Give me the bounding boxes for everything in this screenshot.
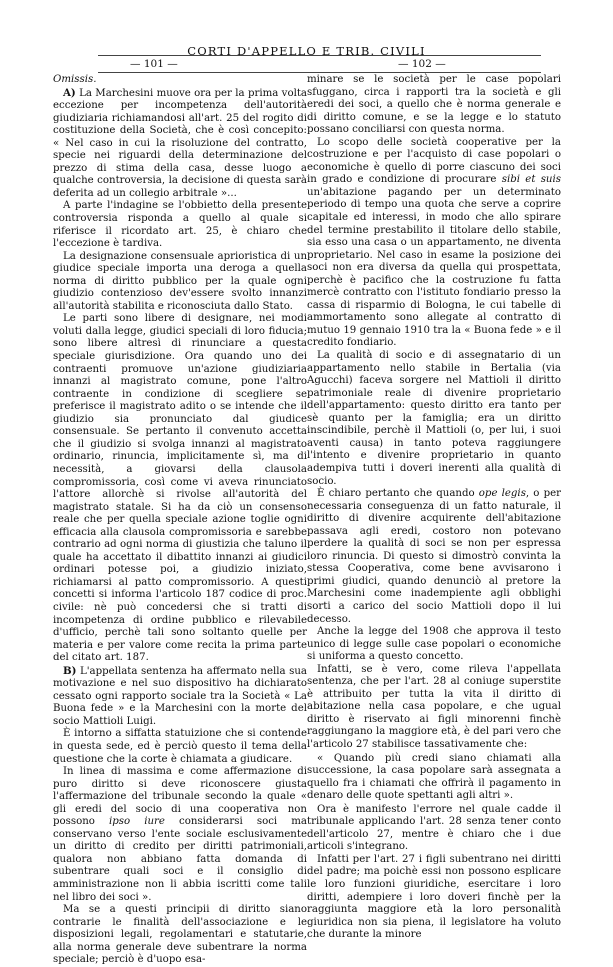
paragraph: Infatti per l'art. 27 i figli subentrano nei diritti del padre; ma poichè essi non possono esplicare le loro funzioni giuridiche, esercitare i loro diritti, adempiere i loro doveri finchè per la raggiunta maggiore età la loro personalità giuridica non sia piena, il legislatore ha voluto che durante la minore — [307, 853, 561, 941]
section-label-a: A) — [63, 86, 76, 99]
header-rule-bottom — [98, 72, 541, 73]
paragraph: È chiaro pertanto che quando ope legis, o per necessaria conseguenza di un fatto naturale, il diritto di divenire acquirente dell'abitazione passava agli eredi, costoro non potevano perdere la qualità di soci se non per espressa loro rinuncia. Di questo si dimostrò convinta la stessa Cooperativa, come bene avvisarono i primi giudici, quando denunciò al pretore la Marchesini come inadempiente agli obblighi sorti a carico del socio Mattioli dopo il lui decesso. — [307, 488, 561, 625]
page-number-right: — 102 — — [398, 58, 446, 70]
paragraph: Ora è manifesto l'errore nel quale cadde il tribunale applicando l'art. 28 senza tener conto dell'articolo 27, mentre è chiaro che i due articoli s'integrano. — [307, 803, 561, 853]
left-column — [53, 74, 307, 967]
paragraph: La qualità di socio e di assegnatario di un appartamento nello stabile in Bertalia (via Agucchi) faceva sorgere nel Mattioli il diritto patrimoniale reale di divenire proprietario dell'appartamento: questo diritto era tanto per sè quanto per la famiglia; era un diritto inscindibile, perchè il Mattioli (o, per lui, i suoi aventi causa) in tanto poteva raggiungere l'intento e divenire proprietario in quanto adempiva tutti i doveri inerenti alla qualità di socio. — [307, 350, 561, 487]
paragraph: La designazione consensuale aprioristica di un giudice speciale importa una deroga a quella norma di diritto pubblico per la quale ogni giudizio contenzioso dev'essere svolto innanzi all'autorità stabilita e riconosciuta dallo Stato. — [53, 250, 307, 312]
paragraph: A) La Marchesini muove ora per la prima volta eccezione per incompetenza dell'autorità giudiziaria richiamandosi all'art. 25 del rogito di costituzione della Società, che è così concepito: « Nel caso in cui la risoluzione del contratto, specie nei riguardi della determinazione del prezzo di stima della casa, desse luogo a qualche controversia, la decisione di questa sarà deferita ad un collegio arbitrale »... — [53, 86, 307, 199]
page-number-left: — 101 — — [130, 58, 178, 70]
page-header — [0, 0, 613, 72]
quoted-article: « Quando più credi siano chiamati alla successione, la casa popolare sarà assegnata a quello fra i chiamati che offrirà il pagamento in denaro delle quote spettanti agli altri ». — [307, 752, 561, 802]
paragraph: Lo scopo delle società cooperative per la costruzione e per l'acquisto di case popolari o economiche è quello di porre ciascuno dei soci in grado e condizione di procurare sibi et suis un'abitazione pagando per un determinato periodo di tempo una quota che serve a coprire capitale ed interessi, in modo che allo spirare del termine prestabilito il titolare dello stabile, sia esso una casa o un appartamento, ne diventa proprietario. Nel caso in esame la posizione dei soci non era diversa da quella qui prospettata, perchè è pacifico che la costruzione fu fatta mercè contratto con l'istituto fondiario presso la cassa di risparmio di Bologna, le cui tabelle di ammortamento sono allegate al contratto di mutuo 19 gennaio 1910 tra la « Buona fede » e il credito fondiario. — [307, 136, 561, 349]
paragraph: A parte l'indagine se l'obbietto della presente controversia risponda a quello al quale si riferisce il ricordato art. 25, è chiaro che l'eccezione è tardiva. — [53, 200, 307, 250]
paragraph: minare se le società per le case popolari sfuggano, circa i rapporti tra la società e gli eredi dei soci, a quello che è norma generale e di diritto comune, e se la legge e lo statuto possano conciliarsi con questa norma. — [307, 74, 561, 136]
paragraph: B) L'appellata sentenza ha affermato nella sua motivazione e nel suo dispositivo ha dichiarato cessato ogni rapporto sociale tra la Società « La Buona fede » e la Marchesini con la morte del socio Mattioli Luigi. — [53, 664, 307, 727]
section-label-b: B) — [63, 664, 77, 677]
omissis-label: Omissis. — [53, 74, 97, 85]
paragraph: Ma se a questi principii di diritto siano contrarie le finalità dell'associazione e le disposizioni legali, regolamentari e statutarie, alla norma generale deve subentrare la norma speciale; perciò è d'uopo esa- — [53, 904, 307, 966]
paragraph: Infatti, se è vero, come rileva l'appellata sentenza, che per l'art. 28 al coniuge superstite è attribuito per tutta la vita il diritto di abitazione nella casa popolare, e che ugual diritto è riservato ai figli minorenni finchè raggiungano la maggiore età, è del pari vero che l'articolo 27 stabilisce tassativamente che: — [307, 663, 561, 750]
paragraph: Le parti sono libere di designare, nei modi voluti dalla legge, giudici speciali di loro fiducia; sono libere altresì di rinunciare a questa speciale giurisdizione. Ora quando uno dei contraenti promuove un'azione giudiziaria innanzi al magistrato comune, pone l'altro contraente in condizione di scegliere se preferisce il magistrato adito o se intende che il giudizio sia pronunciato dal giudice consensuale. Se pertanto il convenuto accetta che il giudizio si svolga innanzi al magistrato ordinario, rinuncia, implicitamente sì, ma di necessità, a giovarsi della clausola compromissoria, così come vi aveva rinunciato l'attore allorchè si rivolse all'autorità del magistrato statale. Si ha da ciò un consenso reale che per quella speciale azione toglie ogni efficacia alla clausola compromissoria e sarebbe contrario ad ogni norma di giustizia che taluno il quale ha accettato il dibattito innanzi ai giudici ordinari potesse poi, a giudizio iniziato, richiamarsi al patto compromissorio. A questi concetti si informa l'articolo 187 codice di proc. civile: nè può concedersi che si tratti di incompetenza di ordine pubblico e rilevabile d'ufficio, perchè tali sono soltanto quelle per materia e per valore come recita la prima parte del citato art. 187. — [53, 313, 307, 664]
right-column — [307, 74, 561, 942]
header-rule-top — [98, 55, 541, 56]
paragraph: In linea di massima e come affermazione di puro diritto si deve riconoscere giusta l'affermazione del tribunale secondo la quale « gli eredi del socio di una cooperativa non possono ipso iure considerarsi soci ma conservano verso l'ente sociale esclusivamente un diritto di credito per diritti patrimoniali, qualora non abbiano fatta domanda di subentrare quali soci e il consiglio di amministrazione non li abbia iscritti come tali nel libro dei soci ». — [53, 766, 307, 903]
paragraph: Anche la legge del 1908 che approva il testo unico di legge sulle case popolari o economiche si uniforma a questo concetto. — [307, 626, 561, 663]
running-title: CORTI D'APPELLO E TRIB. CIVILI — [187, 44, 426, 58]
paragraph: È intorno a siffatta statuizione che si contende in questa sede, ed è perciò questo il tema della questione che la corte è chiamata a giudicare. — [53, 728, 307, 765]
